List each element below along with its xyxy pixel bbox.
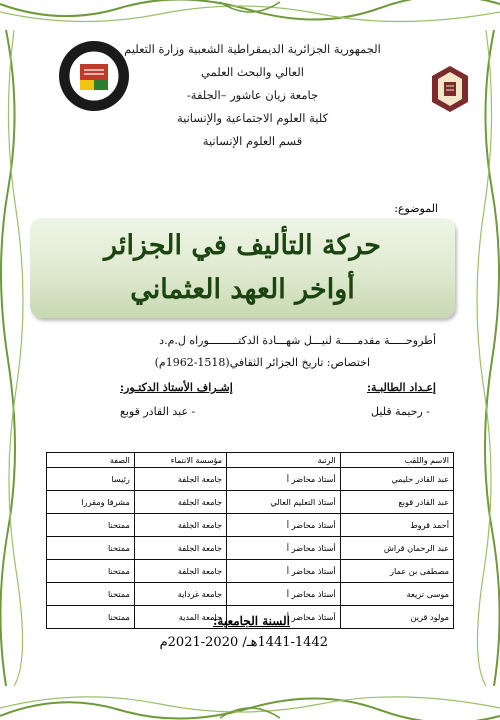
header-line-department: قسم العلوم الإنسانية: [202, 134, 303, 148]
thesis-title-line2: أواخر العهد العثماني: [130, 274, 355, 305]
supervisor-name: - عبد القادر قوبع: [120, 405, 196, 418]
jury-cell-institution: جامعة الجلفة: [134, 468, 226, 491]
thesis-title-line1: حركة التأليف في الجزائر: [104, 230, 381, 261]
jury-cell-institution: جامعة الجلفة: [134, 514, 226, 537]
jury-cell-institution: جامعة الجلفة: [134, 560, 226, 583]
jury-cell-role: مشرفا ومقررا: [47, 491, 135, 514]
academic-year-label: السنة الجامعية:: [212, 614, 290, 628]
jury-header-rank: الرتبة: [227, 453, 341, 468]
table-row: [47, 537, 454, 560]
supervisor-label: إشـراف الأستاذ الدكتـور:: [120, 381, 233, 394]
specialization-line: اختصاص: تاريخ الجزائر الثقافي(1518-1962م): [154, 356, 370, 369]
jury-table: [46, 452, 454, 629]
table-row: [47, 583, 454, 606]
jury-cell-name: عبد القادر قوبع: [340, 491, 453, 514]
jury-cell-rank: أستاذ محاضر أ: [227, 606, 341, 629]
jury-cell-role: ممتحنا: [47, 514, 135, 537]
jury-cell-institution: جامعة المدية: [134, 606, 226, 629]
academic-year: 1441-1442هـ/ 2020-2021م: [159, 635, 328, 650]
jury-cell-role: ممتحنا: [47, 537, 135, 560]
jury-cell-institution: جامعة الجلفة: [134, 491, 226, 514]
ministry-emblem-logo: [428, 64, 472, 114]
header-line-university: جامعة زيان عاشور –الجلفة-: [186, 88, 319, 102]
jury-cell-rank: أستاذ محاضر أ: [227, 537, 341, 560]
student-name: - رحيمة قليل: [371, 405, 430, 418]
jury-cell-rank: أستاذ محاضر أ: [227, 468, 341, 491]
jury-cell-name: مصطفى بن عمار: [340, 560, 453, 583]
jury-cell-rank: أستاذ محاضر أ: [227, 514, 341, 537]
jury-cell-name: موسى تريعة: [340, 583, 453, 606]
subject-label: الموضوع:: [394, 202, 438, 215]
jury-cell-rank: أستاذ التعليم العالي: [227, 491, 341, 514]
jury-cell-role: ممتحنا: [47, 583, 135, 606]
table-row: [47, 514, 454, 537]
thesis-degree-line: أطروحـــــة مقدمـــــة لنيـــل شهـــادة الدكتـــــــــوراه ل.م.د: [159, 334, 436, 347]
left-ornament-border: [0, 30, 26, 686]
jury-header-name: الاسم واللقب: [340, 453, 453, 468]
jury-cell-role: ممتحنا: [47, 606, 135, 629]
bottom-ornament-border: [0, 686, 500, 720]
jury-cell-rank: أستاذ محاضر أ: [227, 583, 341, 606]
header-line-republic: الجمهورية الجزائرية الديمقراطية الشعبية وزارة التعليم: [124, 42, 381, 56]
table-row: [47, 468, 454, 491]
right-ornament-border: [474, 30, 500, 686]
jury-cell-name: عبد القادر حليمي: [340, 468, 453, 491]
jury-header-institution: مؤسسة الانتماء: [134, 453, 226, 468]
jury-cell-institution: جامعة غرداية: [134, 583, 226, 606]
jury-cell-rank: أستاذ محاضر أ: [227, 560, 341, 583]
jury-table-header-row: [47, 453, 454, 468]
jury-cell-name: مولود قرين: [340, 606, 453, 629]
table-row: [47, 560, 454, 583]
header-line-faculty: كلية العلوم الاجتماعية والإنسانية: [176, 111, 329, 125]
top-ornament-border: [0, 0, 500, 30]
jury-cell-role: ممتحنا: [47, 560, 135, 583]
jury-cell-institution: جامعة الجلفة: [134, 537, 226, 560]
header-line-ministry: العالي والبحث العلمي: [201, 65, 304, 79]
prepared-by-label: إعـداد الطالبـة:: [366, 381, 436, 394]
table-row: [47, 491, 454, 514]
jury-header-role: الصفة: [47, 453, 135, 468]
thesis-title-box: [30, 218, 455, 318]
jury-cell-name: أحمد قروط: [340, 514, 453, 537]
jury-cell-name: عبد الرحمان قراش: [340, 537, 453, 560]
institution-header: [110, 38, 395, 153]
jury-cell-role: رئيسا: [47, 468, 135, 491]
